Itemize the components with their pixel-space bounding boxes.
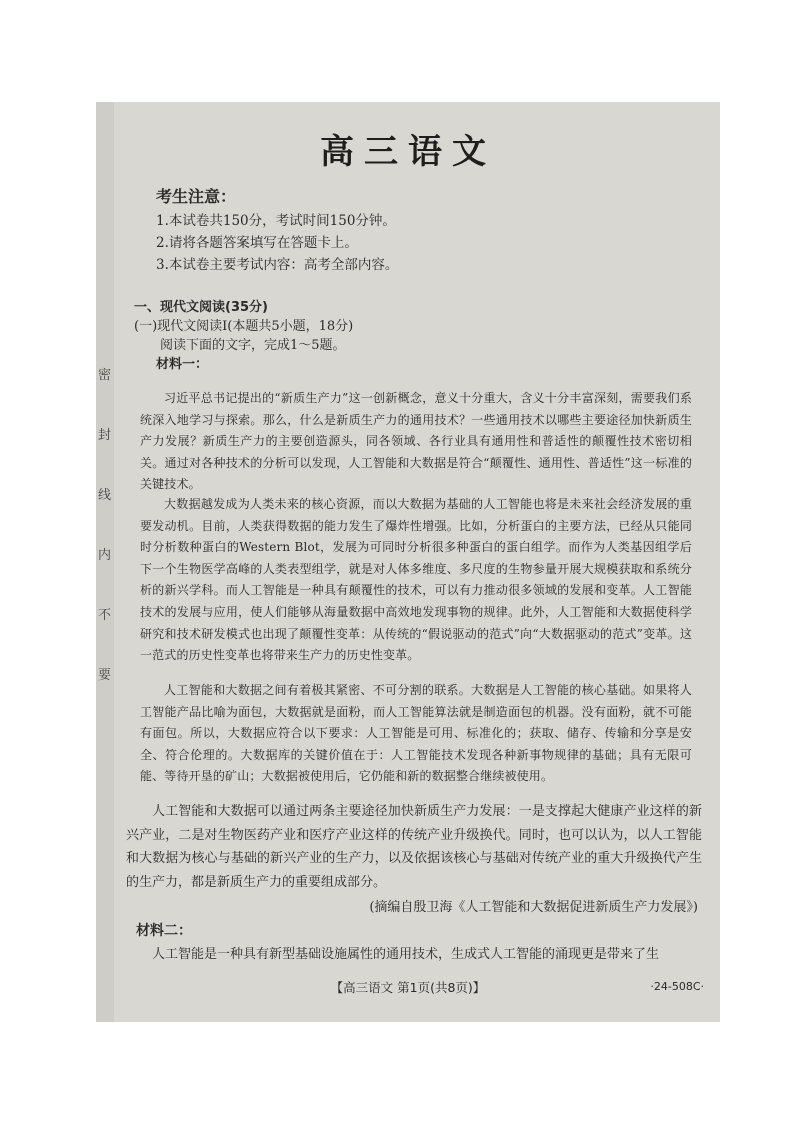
paper-code: ·24-508C· <box>650 980 704 993</box>
paragraph-2 <box>140 494 692 667</box>
margin-char: 内 <box>98 548 112 563</box>
margin-char: 密 <box>98 368 112 383</box>
margin-char: 要 <box>98 668 112 683</box>
page-footer: 【高三语文 第1页(共8页)】 <box>330 980 486 995</box>
material-two-label: 材料二： <box>136 923 192 939</box>
paragraph-3 <box>140 680 692 788</box>
paragraph-5 <box>126 944 706 966</box>
paragraph-text: 习近平总书记提出的“新质生产力”这一创新概念，意义十分重大，含义十分丰富深刻，需要我们系统深入地学习与探索。那么，什么是新质生产力的通用技术？一些通用技术以哪些主要途径加快新质生产力发展？新质生产力的主要创造源头，同各领域、各行业具有通用性和普适性的颠覆性技术密切相关。通过对各种技术的分析可以发现，人工智能和大数据是符合“颠覆性、通用性、普适性”这一标准的关键技术。 <box>140 391 692 492</box>
notice-heading: 考生注意： <box>156 187 237 206</box>
section-heading: 一、现代文阅读(35分) <box>134 300 268 315</box>
section-modern-reading <box>134 298 694 374</box>
notice-item: 2.请将各题答案填写在答题卡上。 <box>156 235 358 251</box>
candidate-notice <box>156 186 636 276</box>
margin-char: 线 <box>98 488 112 503</box>
margin-char: 封 <box>98 428 112 443</box>
paragraph-text: 大数据越发成为人类未来的核心资源，而以大数据为基础的人工智能也将是未来社会经济发展的重要发动机。目前，人类获得数据的能力发生了爆炸性增强。比如，分析蛋白的主要方法，已经从只能同时分析数种蛋白的Western Blot，发展为可同时分析很多种蛋白的蛋白组学。而作为人类基因组学后下一个生物医学高峰的人类表型组学，就是对人体多维度、多尺度的生物参量开展大规模获取和系统分析的新兴学科。而人工智能是一种具有颠覆性的技术，可以有力推动很多领域的发展和变革。人工智能技术的发展与应用，使人们能够从海量数据中高效地发现事物的规律。此外，人工智能和大数据使科学研究和技术研发模式也出现了颠覆性变革：从传统的“假说驱动的范式”向“大数据驱动的范式”变革。这一范式的历史性变革也将带来生产力的历史性变革。 <box>140 497 692 663</box>
paragraph-text: 人工智能是一种具有新型基础设施属性的通用技术，生成式人工智能的涌现更是带来了生 <box>152 947 660 962</box>
exam-page <box>96 102 720 1022</box>
paragraph-text: 人工智能和大数据之间有着极其紧密、不可分割的联系。大数据是人工智能的核心基础。如果将人工智能产品比喻为面包，大数据就是面粉，而人工智能算法就是制造面包的机器。没有面粉，就不可能有面包。所以，大数据应符合以下要求：人工智能是可用、标准化的；获取、储存、传输和分享是安全、符合伦理的。大数据库的关键价值在于：人工智能技术发现各种新事物规律的基础；具有无限可能、等待开垦的矿山；大数据被使用后，它仍能和新的数据整合继续被使用。 <box>140 683 692 784</box>
subsection-heading: (一)现代文阅读Ⅰ(本题共5小题，18分) <box>134 319 354 334</box>
margin-char: 不 <box>98 608 112 623</box>
notice-item: 1.本试卷共150分，考试时间150分钟。 <box>156 213 396 229</box>
paragraph-1 <box>140 388 692 496</box>
reading-instruction: 阅读下面的文字，完成1～5题。 <box>160 338 346 353</box>
exam-title: 高三语文 <box>320 132 496 172</box>
paragraph-text: 人工智能和大数据可以通过两条主要途径加快新质生产力发展：一是支撑起大健康产业这样的新兴产业，二是对生物医药产业和医疗产业这样的传统产业升级换代。同时，也可以认为，以人工智能和大数据为核心与基础的新兴产业的生产力，以及依据该核心与基础对传统产业的重大升级换代产生的生产力，都是新质生产力的重要组成部分。 <box>126 804 702 890</box>
notice-item: 3.本试卷主要考试内容：高考全部内容。 <box>156 257 399 273</box>
binding-margin <box>96 102 114 1022</box>
material-one-label: 材料一： <box>156 357 209 372</box>
paragraph-4 <box>126 800 702 894</box>
source-citation: (摘编自殷卫海《人工智能和大数据促进新质生产力发展》) <box>369 900 698 915</box>
